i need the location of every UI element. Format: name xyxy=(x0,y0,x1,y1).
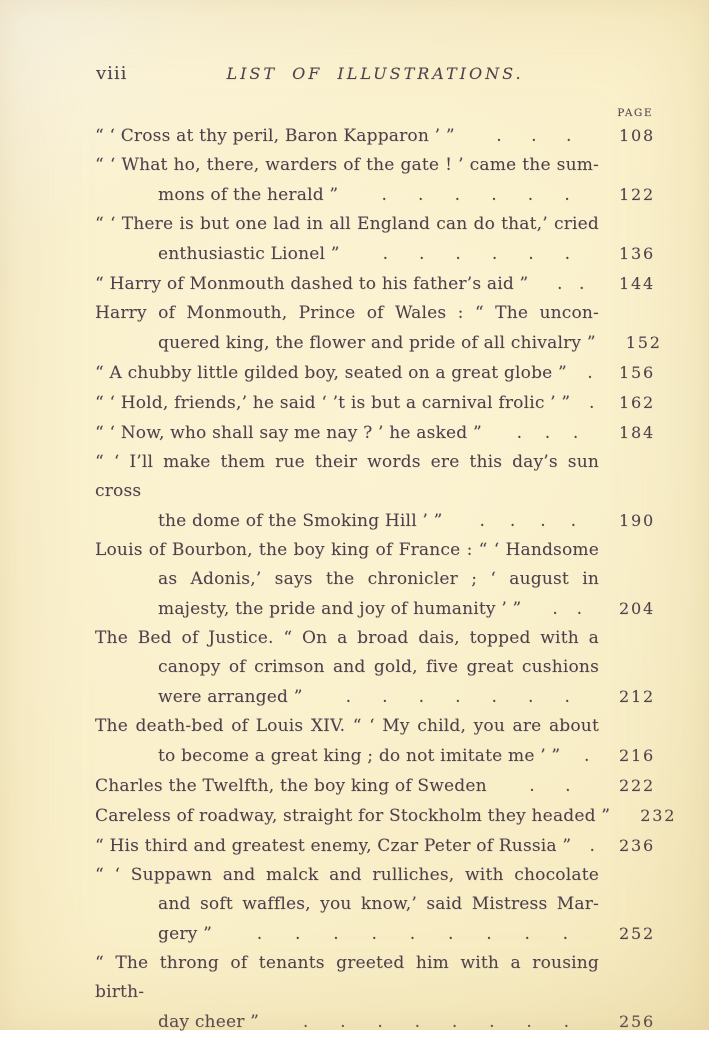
dot-leader xyxy=(338,181,609,210)
toc-entry xyxy=(95,536,655,624)
toc-entry xyxy=(95,801,655,831)
page-header xyxy=(95,62,655,86)
leader-dot: . xyxy=(564,181,569,210)
dot-leader xyxy=(303,683,609,712)
leader-dot: . xyxy=(455,181,460,210)
entry-line xyxy=(95,121,655,151)
leader-dot: . xyxy=(257,920,262,949)
toc-entry xyxy=(95,210,655,269)
toc-entry xyxy=(95,771,655,801)
page-number: 204 xyxy=(609,594,655,623)
dot-leader xyxy=(212,920,609,949)
dot-leader xyxy=(487,772,609,801)
entry-line xyxy=(95,506,655,536)
entry-line xyxy=(95,919,655,949)
entry-line xyxy=(95,653,655,682)
dot-leader xyxy=(570,389,609,418)
page-number: 232 xyxy=(630,801,676,830)
toc-entry xyxy=(95,269,655,299)
entry-line xyxy=(95,328,655,358)
leader-dot: . xyxy=(480,507,485,536)
running-head-title: LIST OF ILLUSTRATIONS. xyxy=(95,62,655,86)
toc-entry xyxy=(95,299,655,358)
entry-line xyxy=(95,831,655,861)
leader-dot: . xyxy=(589,832,594,861)
page-number: 152 xyxy=(616,328,662,357)
leader-dot: . xyxy=(565,240,570,269)
entry-line xyxy=(95,949,655,1007)
toc-entry xyxy=(95,418,655,448)
leader-dot: . xyxy=(496,122,501,151)
dot-leader xyxy=(340,240,609,269)
toc-entry xyxy=(95,624,655,712)
leader-dot: . xyxy=(303,1008,308,1037)
leader-dot: . xyxy=(295,920,300,949)
leader-dot: . xyxy=(486,920,491,949)
leader-dot: . xyxy=(528,240,533,269)
leader-dot: . xyxy=(419,240,424,269)
entry-line xyxy=(95,299,655,328)
leader-dot: . xyxy=(579,270,584,299)
entry-text: Louis of Bourbon, the boy king of France : “ ‘ Handsome xyxy=(95,540,599,560)
dot-leader xyxy=(482,419,609,448)
entry-text: mons of the herald ” xyxy=(158,181,338,210)
dot-leader xyxy=(528,270,609,299)
leader-dot: . xyxy=(418,181,423,210)
entry-line xyxy=(95,180,655,210)
toc-entry xyxy=(95,448,655,536)
leader-dot: . xyxy=(564,683,569,712)
entry-line xyxy=(95,536,655,565)
toc-entry xyxy=(95,712,655,771)
leader-dot: . xyxy=(589,389,594,418)
toc-entry xyxy=(95,861,655,949)
entry-text: The death-bed of Louis XIV. “ ‘ My child, you are about xyxy=(95,716,599,736)
leader-dot: . xyxy=(540,507,545,536)
leader-dot: . xyxy=(526,1008,531,1037)
entry-text: “ ‘ Hold, friends,’ he said ‘ ’t is but a carnival frolic ’ ” xyxy=(95,389,570,418)
leader-dot: . xyxy=(566,122,571,151)
dot-leader xyxy=(567,359,609,388)
dot-leader xyxy=(259,1008,609,1037)
toc-entry xyxy=(95,831,655,861)
entry-text: “ A chubby little gilded boy, seated on a great globe ” xyxy=(95,359,567,388)
entry-text: “ ‘ There is but one lad in all England can do that,’ cried xyxy=(95,214,599,234)
entry-text: “ Harry of Monmouth dashed to his father’s aid ” xyxy=(95,270,528,299)
toc-entry xyxy=(95,151,655,210)
entry-text: Careless of roadway, straight for Stockholm they headed ” xyxy=(95,802,610,831)
entry-text: “ ‘ I’ll make them rue their words ere this day’s sun cross xyxy=(95,452,599,501)
entry-line xyxy=(95,358,655,388)
page-number: 252 xyxy=(609,919,655,948)
leader-dot: . xyxy=(340,1008,345,1037)
page-number: 216 xyxy=(609,741,655,770)
entry-line xyxy=(95,771,655,801)
entry-line xyxy=(95,712,655,741)
page-number: 108 xyxy=(609,121,655,150)
entry-text: Charles the Twelfth, the boy king of Sweden xyxy=(95,772,487,801)
entry-line xyxy=(95,448,655,506)
leader-dot: . xyxy=(346,683,351,712)
page-number: 236 xyxy=(609,831,655,860)
dot-leader xyxy=(560,742,609,771)
entry-text: “ ‘ Suppawn and malck and rulliches, with chocolate xyxy=(95,865,599,885)
entry-line xyxy=(95,741,655,771)
leader-dot: . xyxy=(517,419,522,448)
toc-entry xyxy=(95,388,655,418)
page-number: 162 xyxy=(609,388,655,417)
leader-dot: . xyxy=(528,683,533,712)
entry-line xyxy=(95,861,655,890)
entry-line xyxy=(95,210,655,239)
entry-line xyxy=(95,269,655,299)
leader-dot: . xyxy=(452,1008,457,1037)
page-number: 156 xyxy=(609,358,655,387)
leader-dot: . xyxy=(564,1008,569,1037)
leader-dot: . xyxy=(531,122,536,151)
leader-dot: . xyxy=(455,240,460,269)
toc-entry xyxy=(95,121,655,151)
page-number: 122 xyxy=(609,180,655,209)
leader-dot: . xyxy=(448,920,453,949)
leader-dot: . xyxy=(565,772,570,801)
entry-line xyxy=(95,624,655,653)
dot-leader xyxy=(521,595,609,624)
leader-dot: . xyxy=(552,595,557,624)
leader-dot: . xyxy=(563,920,568,949)
entry-line xyxy=(95,151,655,180)
leader-dot: . xyxy=(455,683,460,712)
entry-text: as Adonis,’ says the chronicler ; ‘ august in xyxy=(158,569,599,589)
entry-text: day cheer ” xyxy=(158,1008,259,1037)
dot-leader xyxy=(571,832,609,861)
entry-text: Harry of Monmouth, Prince of Wales : “ The uncon- xyxy=(95,303,599,323)
entry-text: and soft waffles, you know,’ said Mistress Mar- xyxy=(158,894,599,914)
toc-entry xyxy=(95,949,655,1037)
leader-dot: . xyxy=(528,181,533,210)
leader-dot: . xyxy=(510,507,515,536)
entry-text: “ His third and greatest enemy, Czar Peter of Russia ” xyxy=(95,832,571,861)
leader-dot: . xyxy=(383,240,388,269)
leader-dot: . xyxy=(382,683,387,712)
leader-dot: . xyxy=(492,683,497,712)
page-number: 184 xyxy=(609,418,655,447)
folio-page-number: viii xyxy=(96,62,127,86)
leader-dot: . xyxy=(577,595,582,624)
entry-line xyxy=(95,890,655,919)
entry-line xyxy=(95,801,655,831)
leader-dot: . xyxy=(529,772,534,801)
entry-line xyxy=(95,565,655,594)
entry-text: to become a great king ; do not imitate me ’ ” xyxy=(158,742,560,771)
dot-leader xyxy=(443,507,609,536)
entry-text: “ ‘ Now, who shall say me nay ? ’ he asked ” xyxy=(95,419,482,448)
leader-dot: . xyxy=(584,742,589,771)
page-number: 222 xyxy=(609,771,655,800)
leader-dot: . xyxy=(377,1008,382,1037)
entry-text: “ ‘ Cross at thy peril, Baron Kapparon ’ ” xyxy=(95,122,455,151)
entry-text: canopy of crimson and gold, five great cushions xyxy=(158,657,599,677)
entry-text: “ The throng of tenants greeted him with a rousing birth- xyxy=(95,953,599,1002)
entry-text: gery ” xyxy=(158,920,212,949)
entry-text: the dome of the Smoking Hill ’ ” xyxy=(158,507,443,536)
page-number: 256 xyxy=(609,1007,655,1036)
leader-dot: . xyxy=(491,181,496,210)
leader-dot: . xyxy=(524,920,529,949)
entry-line xyxy=(95,594,655,624)
entry-text: The Bed of Justice. “ On a broad dais, topped with a xyxy=(95,628,599,648)
entry-text: “ ‘ What ho, there, warders of the gate ! ’ came the sum- xyxy=(95,155,599,175)
leader-dot: . xyxy=(372,920,377,949)
leader-dot: . xyxy=(381,181,386,210)
leader-dot: . xyxy=(573,419,578,448)
entry-text: majesty, the pride and joy of humanity ’ ” xyxy=(158,595,521,624)
page-number: 190 xyxy=(609,506,655,535)
entry-text: enthusiastic Lionel ” xyxy=(158,240,340,269)
dot-leader xyxy=(455,122,609,151)
leader-dot: . xyxy=(545,419,550,448)
entry-line xyxy=(95,682,655,712)
toc-entry xyxy=(95,358,655,388)
leader-dot: . xyxy=(557,270,562,299)
entry-line xyxy=(95,388,655,418)
entry-line xyxy=(95,1007,655,1037)
leader-dot: . xyxy=(492,240,497,269)
page-number: 144 xyxy=(609,269,655,298)
leader-dot: . xyxy=(571,507,576,536)
entry-line xyxy=(95,418,655,448)
entry-text: quered king, the flower and pride of all chivalry ” xyxy=(158,329,596,358)
entry-line xyxy=(95,239,655,269)
leader-dot: . xyxy=(489,1008,494,1037)
leader-dot: . xyxy=(419,683,424,712)
page-number: 136 xyxy=(609,239,655,268)
leader-dot: . xyxy=(410,920,415,949)
leader-dot: . xyxy=(587,359,592,388)
leader-dot: . xyxy=(415,1008,420,1037)
entry-text: were arranged ” xyxy=(158,683,303,712)
page-content xyxy=(95,62,655,1037)
page-column-label: PAGE xyxy=(95,107,655,119)
illustration-list xyxy=(95,121,655,1037)
leader-dot: . xyxy=(333,920,338,949)
page-number: 212 xyxy=(609,682,655,711)
